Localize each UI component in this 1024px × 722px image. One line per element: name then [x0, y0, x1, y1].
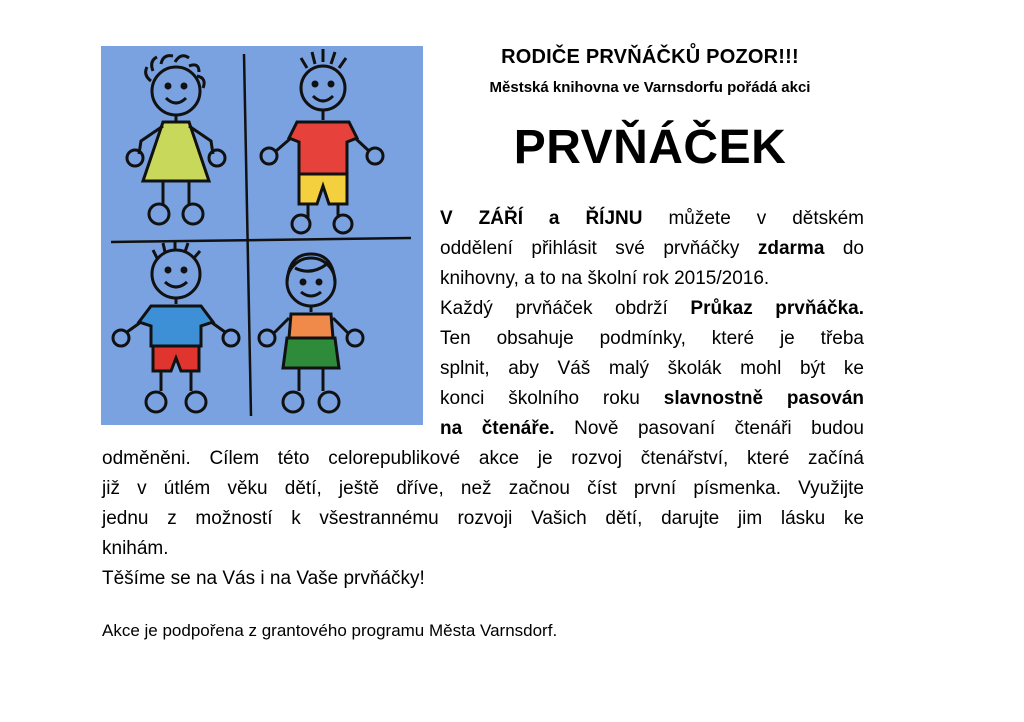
text-line	[440, 294, 864, 324]
text-line: již v útlém věku dětí, ještě dříve, než začnou číst první písmenka. Využijte	[102, 478, 864, 499]
event-title: PRVŇÁČEK	[513, 121, 787, 174]
text-fragment: můžete v dětském	[642, 208, 864, 229]
months-emphasis: V ZÁŘÍ a ŘÍJNU	[440, 208, 643, 229]
text-fragment: do	[824, 238, 864, 259]
vertical-divider	[244, 54, 251, 416]
closing-line: Těšíme se na Vás i na Vaše prvňáčky!	[102, 568, 425, 589]
text-fragment: oddělení přihlásit své prvňáčky	[440, 238, 758, 259]
ceremony-emphasis: slavnostně pasován	[663, 388, 865, 409]
horizontal-divider	[111, 238, 411, 242]
sponsor-note: Akce je podpořena z grantového programu Města Varnsdorf.	[102, 621, 558, 640]
text-line	[440, 414, 864, 444]
text-line: jednu z možností k všestrannému rozvoji Vašich dětí, darujte jim lásku ke	[102, 508, 864, 529]
text-fragment: Každý prvňáček obdrží	[440, 298, 691, 319]
children-illustration	[101, 46, 423, 425]
free-emphasis: zdarma	[757, 238, 825, 259]
text-fragment: odměněni	[102, 448, 186, 469]
text-line	[102, 444, 864, 474]
text-line	[440, 384, 864, 414]
text-line	[440, 234, 864, 264]
text-line	[440, 204, 864, 234]
text-fragment: konci školního roku	[440, 388, 664, 409]
text-fragment: . Cílem této celorepublikové akce je rozvoj čtenářství, které začíná	[185, 448, 864, 469]
card-emphasis: Průkaz prvňáčka.	[690, 298, 864, 319]
text-line: knihovny, a to na školní rok 2015/2016.	[440, 268, 770, 289]
headline-attention-parents: RODIČE PRVŇÁČKŮ POZOR!!!	[501, 46, 799, 68]
text-line: knihám.	[102, 538, 169, 559]
text-line: Ten obsahuje podmínky, které je třeba	[440, 328, 864, 349]
kids-drawing-svg	[101, 46, 423, 425]
boy-figure-bottom-left	[113, 241, 239, 412]
text-fragment: Nově pasovaní čtenáři budou	[554, 418, 864, 439]
text-line: splnit, aby Váš malý školák mohl být ke	[440, 358, 864, 379]
girl-figure-top-left	[127, 56, 225, 224]
reader-emphasis: na čtenáře.	[440, 418, 555, 439]
girl-figure-bottom-right	[259, 254, 363, 412]
organizer-line: Městská knihovna ve Varnsdorfu pořádá akci	[489, 79, 811, 96]
boy-figure-top-right	[261, 49, 383, 233]
